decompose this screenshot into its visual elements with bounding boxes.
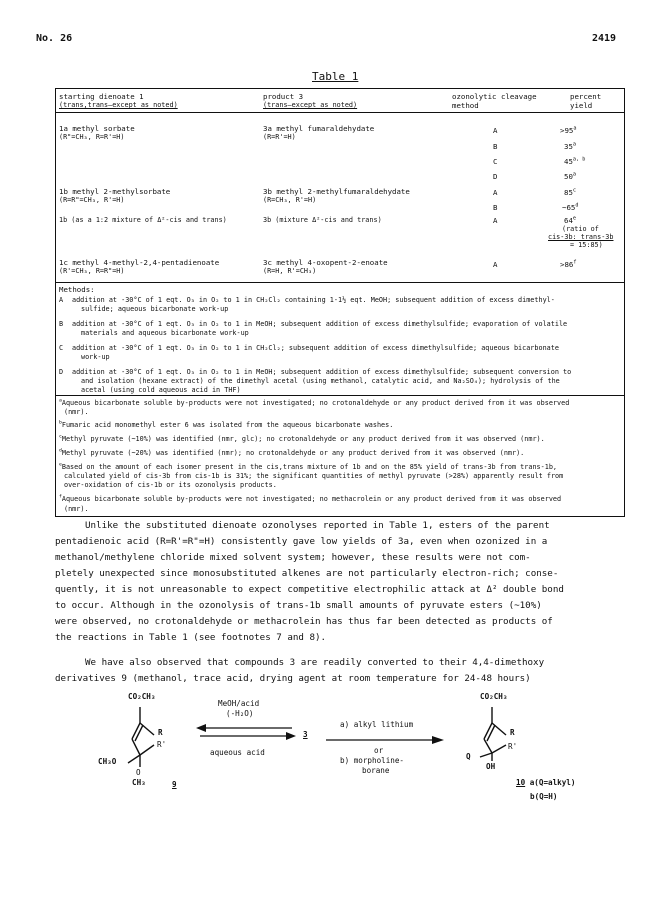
header-yield: yield (570, 101, 593, 110)
arrow2-reagent-b: b) morpholine- (340, 756, 405, 765)
row3-ratio-3: = 15:85) (570, 241, 603, 249)
s9-o: O (136, 768, 141, 777)
method-b-line1: addition at -30°C of 1 eqt. O₃ in O₂ to 1 in MeOH; subsequent addition of excess dimethylsulfide; evaporation of volatile (72, 320, 568, 328)
row1-product: 3a methyl fumaraldehydate (263, 124, 375, 133)
header-product-note: (trans—except as noted) (263, 101, 358, 109)
body-p2-line1: We have also observed that compounds 3 are readily converted to their 4,4-dimethoxy (85, 657, 545, 668)
table-title: Table 1 (312, 70, 359, 83)
header-cleavage: ozonolytic cleavage (452, 92, 537, 101)
page-number: 2419 (592, 33, 617, 44)
table-header-rule (55, 112, 625, 113)
arrow2-reagent-a: a) alkyl lithium (340, 720, 414, 729)
method-d-key: D (59, 368, 64, 376)
header-starting-note: (trans,trans—except as noted) (59, 101, 178, 109)
s10-label-b: b(Q=H) (530, 792, 558, 801)
row3-ratio-2: cis-3b: trans-3b (548, 233, 614, 241)
method-d-line1: addition at -30°C of 1 eqt. O₃ in O₂ to 1 in MeOH; subsequent addition of excess dimethylsulfide; subsequent conversion to (72, 368, 572, 376)
row4-yield-a: $>86^f$ (560, 259, 577, 269)
method-b-key: B (59, 320, 64, 328)
method-c-key: C (59, 344, 64, 352)
s10-oh: OH (486, 762, 496, 771)
journal-issue: No. 26 (36, 33, 73, 44)
method-d-line3: acetal (using cold aqueous acid in THF) (81, 386, 241, 394)
method-a-line1: addition at -30°C of 1 eqt. O₃ in O₂ to 1 in CH₂Cl₂ containing 1-1½ eqt. MeOH; subsequent addition of excess dimethyl- (72, 296, 555, 304)
footnote-f: $^f$Aqueous bicarbonate soluble by-products were not investigated; no methacrolein or any product derived from it was observed (59, 494, 562, 503)
footnote-c: $^c$Methyl pyruvate (~10%) was identified (nmr, glc); no crotonaldehyde or any product derived from it was observed (nmr). (59, 434, 545, 443)
method-d-line2: and isolation (hexane extract) of the dimethyl acetal (using methanol, catalytic acid, and Na₂SO₄); hydrolysis of the (81, 377, 560, 385)
row1-yield-a: $>95^a$ (560, 125, 577, 135)
arrow2-reagent-b2: borane (362, 766, 390, 775)
s10-q: Q (466, 752, 471, 761)
row1-start: 1a methyl sorbate (59, 124, 135, 133)
row2-method-a: A (493, 188, 498, 197)
arrow2-or: or (374, 746, 384, 755)
body-p1-line6: to occur. Although in the ozonolysis of trans-1b small amounts of pyruvate esters (~10%) (55, 600, 542, 611)
body-p1-line4: pletely unexpected since monosubstituted alkenes are not particularly electron-rich; conse- (55, 568, 559, 579)
header-method: method (452, 101, 479, 110)
row1-method-d: D (493, 172, 498, 181)
footnote-d: $^d$Methyl pyruvate (~20%) was identified (nmr); no crotonaldehyde or any product derived from it was observed (nmr). (59, 448, 525, 457)
body-p1-line1: Unlike the substituted dienoate ozonolyses reported in Table 1, esters of the parent (85, 520, 550, 531)
footnote-f-line2: (nmr). (64, 505, 89, 513)
equilibrium-arrows (196, 724, 296, 740)
compound-3: 3 (303, 730, 308, 739)
header-product: product 3 (263, 92, 304, 101)
arrow1-reagent2: (-H₂O) (226, 709, 254, 718)
body-p1-line3: methanol/methylene chloride mixed solvent system; however, these results were not com- (55, 552, 531, 563)
footnote-e-line2: calculated yield of cis-3b from cis-1b is 31%; the significant quantities of methyl pyruvate (>28%) apparently result from (64, 472, 564, 480)
body-p1-line7: were observed, no crotonaldehyde or methacrolein has thus far been detected as products of (55, 616, 553, 627)
row4-product: 3c methyl 4-oxopent-2-enoate (263, 258, 388, 267)
s9-co2ch3: CO₂CH₃ (128, 692, 156, 701)
body-p1-line8: the reactions in Table 1 (see footnotes 7 and 8). (55, 632, 327, 643)
s9-rprime: R' (157, 740, 167, 749)
forward-arrow (326, 735, 444, 745)
row2-yield-b: ~65$^d$ (562, 202, 579, 212)
s10-co2ch3: CO₂CH₃ (480, 692, 508, 701)
method-a-key: A (59, 296, 64, 304)
row2-start-sub: (R=R"=CH₃, R'=H) (59, 196, 125, 204)
row1-yield-b: 35$^a$ (564, 141, 577, 151)
row3-method-a: A (493, 216, 498, 225)
body-p2-line2: derivatives 9 (methanol, trace acid, drying agent at room temperature for 24-48 hours) (55, 673, 531, 684)
row1-method-a: A (493, 126, 498, 135)
s9-ch3o: CH₃O (98, 757, 117, 766)
row1-start-sub: (R"=CH₃, R=R'=H) (59, 133, 125, 141)
row2-method-b: B (493, 203, 498, 212)
row2-start: 1b methyl 2-methylsorbate (59, 187, 171, 196)
row1-method-c: C (493, 157, 498, 166)
method-c-line2: work-up (81, 353, 110, 361)
row1-yield-d: 50$^a$ (564, 171, 577, 181)
row2-product-sub: (R=CH₃, R'=H) (263, 196, 317, 204)
row1-method-b: B (493, 142, 498, 151)
footnote-a-line2: (nmr). (64, 408, 89, 416)
table-methods-rule (55, 282, 625, 283)
header-percent: percent (570, 92, 602, 101)
row4-start: 1c methyl 4-methyl-2,4-pentadienoate (59, 258, 220, 267)
row3-start: 1b (as a 1:2 mixture of Δ²-cis and trans) (59, 216, 227, 224)
row1-yield-c: 45$^{a, b}$ (564, 156, 586, 166)
s10-label-a: 10 a(Q=alkyl) (516, 778, 576, 787)
row4-start-sub: (R'=CH₃, R=R"=H) (59, 267, 125, 275)
footnote-b: $^b$Fumaric acid monomethyl ester 6 was isolated from the aqueous bicarbonate washes. (59, 420, 394, 429)
s9-ch3: CH₃ (132, 778, 146, 787)
row1-product-sub: (R=R'=H) (263, 133, 296, 141)
body-p1-line2: pentadienoic acid (R=R'=R"=H) consistently gave low yields of 3a, even when ozonized in a (55, 536, 548, 547)
arrow1-reverse-reagent: aqueous acid (210, 748, 265, 757)
structure-9-drawing (110, 695, 200, 790)
row3-ratio-1: (ratio of (562, 225, 599, 233)
s9-r: R (158, 728, 163, 737)
arrow1-reagent: MeOH/acid (218, 699, 260, 708)
row3-product: 3b (mixture Δ²-cis and trans) (263, 216, 382, 224)
method-a-line2: sulfide; aqueous bicarbonate work-up (81, 305, 229, 313)
row4-method-a: A (493, 260, 498, 269)
header-starting-dienoate: starting dienoate 1 (59, 92, 144, 101)
footnote-e: $^e$Based on the amount of each isomer present in the cis,trans mixture of 1b and on the 85% yield of trans-3b from trans-1b, (59, 462, 558, 471)
method-c-line1: addition at -30°C of 1 eqt. O₃ in O₂ to 1 in CH₂Cl₂; subsequent addition of excess dimethylsulfide; aqueous bicarbonate (72, 344, 559, 352)
s10-r: R (510, 728, 515, 737)
row3-yield-a: 64e (564, 215, 577, 225)
method-b-line2: materials and aqueous bicarbonate work-up (81, 329, 249, 337)
footnote-a: $^a$Aqueous bicarbonate soluble by-products were not investigated; no crotonaldehyde or any product derived from it was observed (59, 398, 570, 407)
footnote-e-line3: over-oxidation of cis-1b or its ozonolysis products. (64, 481, 277, 489)
table-footnotes-rule (55, 395, 625, 396)
row4-product-sub: (R=H, R'=CH₃) (263, 267, 317, 275)
row2-yield-a: 85$^c$ (564, 187, 577, 197)
row2-product: 3b methyl 2-methylfumaraldehydate (263, 187, 410, 196)
s10-rprime: R' (508, 742, 518, 751)
body-p1-line5: quently, it is not unreasonable to expect competitive electrophilic attack at Δ² double bond (55, 584, 564, 595)
methods-title: Methods: (59, 285, 95, 294)
s9-number: 9 (172, 780, 177, 789)
